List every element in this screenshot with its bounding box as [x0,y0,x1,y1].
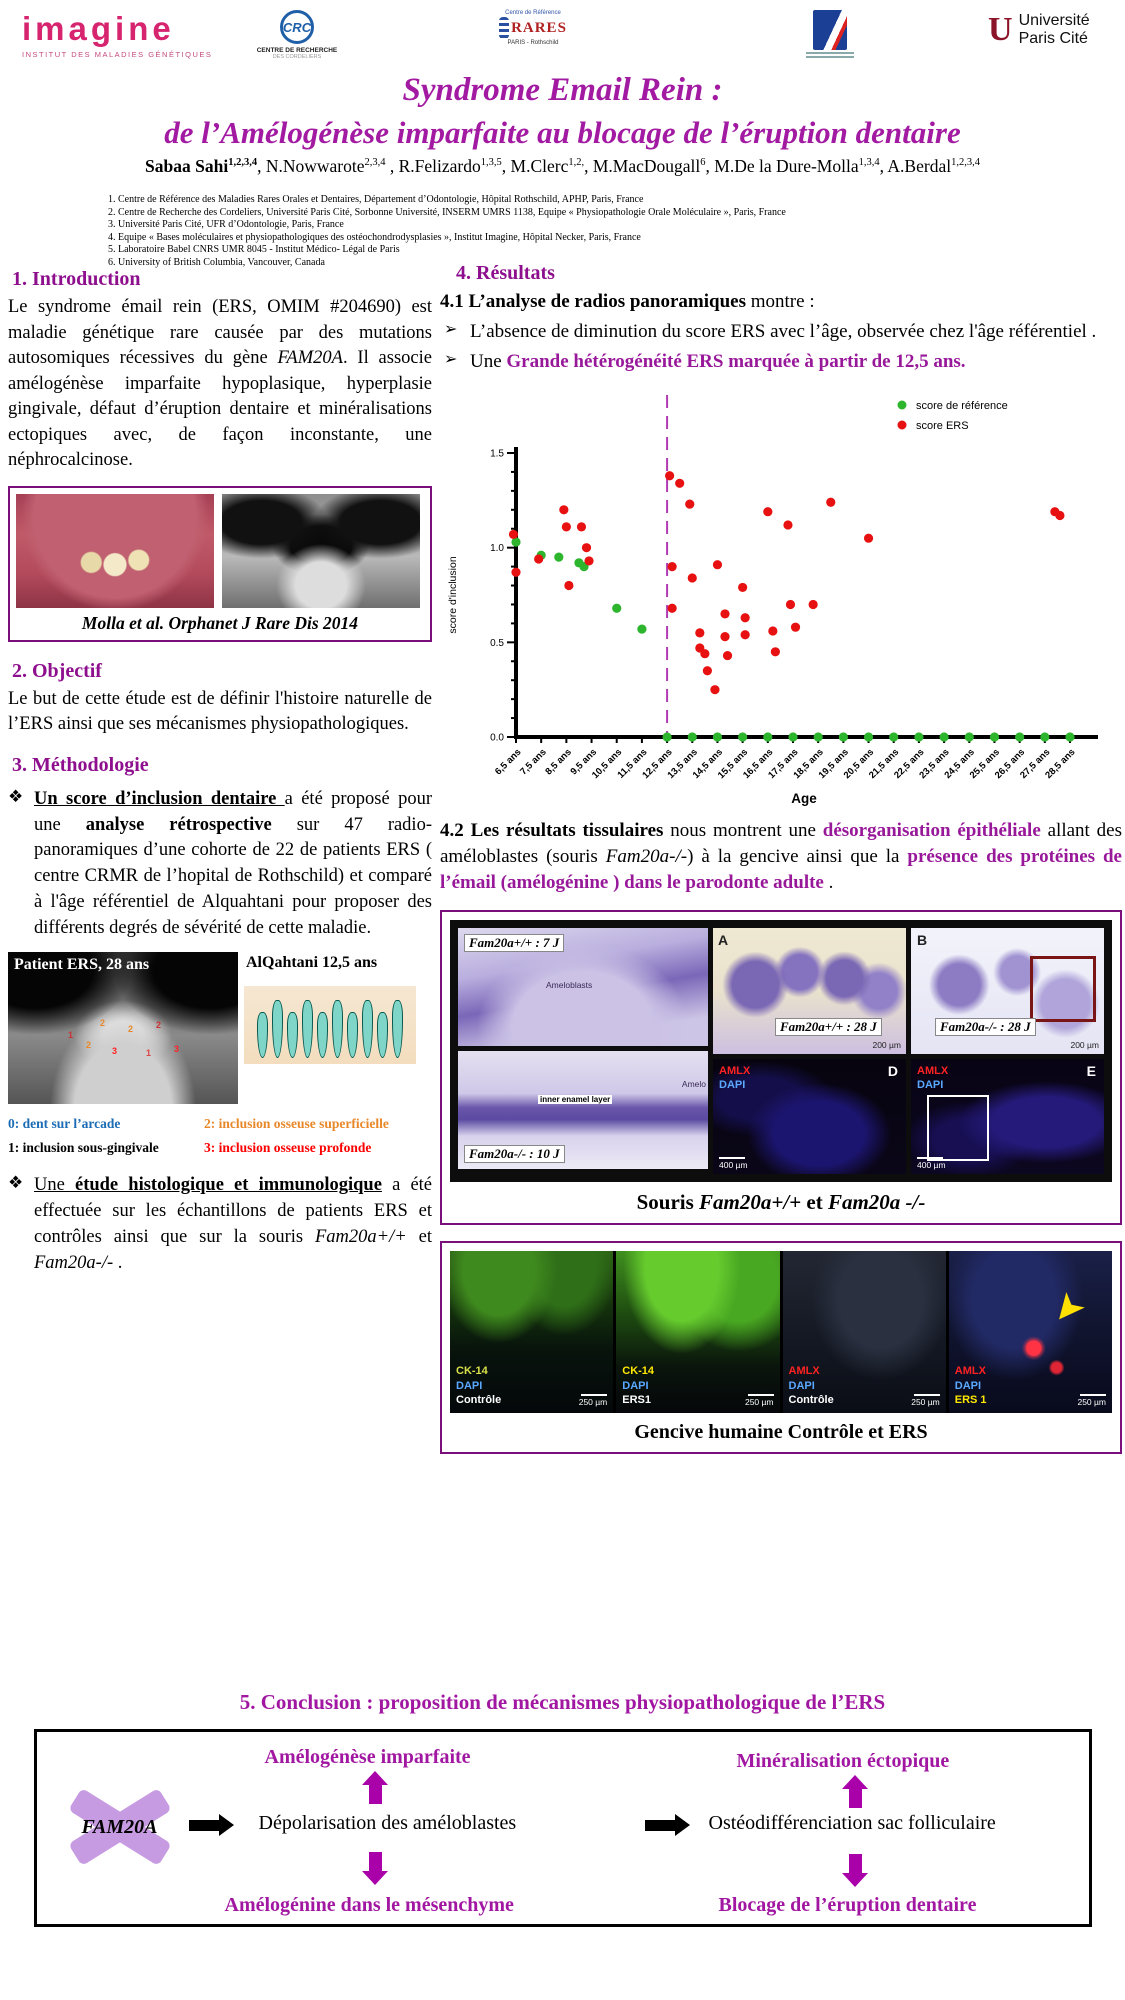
imagine-logo [22,10,212,59]
affiliation-line: 1. Centre de Référence des Maladies Rares Orales et Dentaires, Département d’Odontologie, Hôpital Rothschild, APHP, Paris, France [108,194,644,205]
ameloblasts-annotation: Ameloblasts [546,980,593,991]
mineralisation-ectopique-label: Minéralisation éctopique [736,1750,950,1772]
imagine-logo-name: imagine [22,10,175,47]
fam20a-crossed-gene [65,1784,175,1872]
amelogenine-mesenchyme-label: Amélogénine dans le mésenchyme [224,1894,514,1916]
arrow-bullet-icon: ➢ [444,350,458,368]
score-legend-item: 3: inclusion osseuse profonde [204,1139,372,1155]
left-column [8,268,432,1277]
mouse-histology-panel [440,910,1122,1225]
svg-text:23,5 ans: 23,5 ans [917,746,952,781]
score-legend-item: 2: inclusion osseuse superficielle [204,1115,389,1131]
score-digit: 1 [146,1047,152,1058]
orares-logo-subtitle: PARIS - Rothschild [507,40,559,46]
poster-title-line1: Syndrome Email Rein : [402,72,723,108]
svg-text:score de référence: score de référence [916,399,1008,412]
tooth-shape [272,1000,283,1058]
amelogenese-imparfaite-label: Amélogénèse imparfaite [264,1746,471,1768]
scale-250um: 250 µm [745,1394,774,1407]
svg-text:20,5 ans: 20,5 ans [841,746,877,781]
dapi-label: DAPI [719,1079,746,1092]
immunofluorescence-amlx-wt [713,1059,906,1174]
crc-logo-line2: DES CORDELIERS [272,54,322,60]
imagine-logo-subtitle: INSTITUT DES MALADIES GÉNÉTIQUES [22,50,213,59]
dapi-label: DAPI [954,1379,982,1392]
author: , M.De la Dure-Molla$^{1,3,4}$ [705,156,880,176]
sample-label: Contrôle [788,1393,834,1406]
tooth-shape [287,1012,298,1058]
arrow-bullet-icon: ➢ [444,321,458,339]
ministry-logo [800,10,860,58]
label-fam20a-ko-28j: Fam20a-/- : 28 J [935,1018,1036,1036]
gene-fam20a: FAM20A [277,348,343,369]
authors-line [0,156,1125,177]
panoramic-radiograph-photo [222,494,420,608]
right-column [440,262,1122,1454]
down-arrow-icon [369,1852,382,1872]
section-heading-objectif: 2. Objectif [12,659,102,682]
human-gingiva-panel [440,1241,1122,1454]
histology-fam20a-wt-28j [713,928,906,1054]
panel-letter-b: B [917,932,928,949]
alqahtani-label: AlQahtani 12,5 ans [246,953,378,971]
sample-label: ERS1 [622,1393,651,1406]
label-fam20a-ko-10j: Fam20a-/- : 10 J [464,1145,565,1163]
conclusion-diagram [34,1729,1092,1927]
upc-logo-mark: U [988,10,1013,48]
dapi-label: DAPI [456,1379,483,1392]
dna-helix-icon [499,17,509,39]
orares-logo [478,10,588,46]
methodology-figures [8,952,432,1104]
ministry-logo-emblem [813,10,847,50]
panel-letter-d: D [887,1063,898,1080]
upc-logo-line1: Université [1018,12,1090,29]
score-legend-item: 0: dent sur l’arcade [8,1115,121,1131]
tooth-shape [377,1012,388,1058]
scale-200um: 200 µm [1070,1040,1099,1051]
score-digit: 2 [128,1023,134,1034]
sample-label: Contrôle [456,1393,502,1406]
immunofluorescence-amlx-ko [911,1059,1104,1174]
results-42-paragraph: 4.2 Les résultats tissulaires nous montrent une désorganisation épithéliale allant des améloblastes (souris Fam20a-/-) à la gencive ainsi que la présence des protéines de l’émail (amélogénine ) dans le parodonte adulte . [440,819,1123,893]
score-digit: 3 [174,1043,180,1054]
svg-text:17,5 ans: 17,5 ans [766,746,801,781]
svg-text:Age: Age [791,790,817,806]
svg-text:1.5: 1.5 [490,448,504,459]
histology-fam20a-wt-7j [458,928,708,1046]
methodology-bullet-2: ❖ Une étude histologique et immunologique a été effectuée sur les échantillons de patients ERS et contrôles ainsi que sur la souris Fam20a+/+ et Fam20a-/- . [8,1173,432,1277]
gingiva-montage [450,1251,1112,1413]
svg-text:28,5 ans: 28,5 ans [1043,746,1078,781]
fam20a-gene-label: FAM20A [81,1816,158,1838]
panel-letter-a: A [718,932,729,949]
svg-text:24,5 ans: 24,5 ans [942,746,977,781]
patient-ers-radiograph [8,952,238,1104]
ck14-label: CK-14 [456,1365,488,1378]
blocage-eruption-label: Blocage de l’éruption dentaire [718,1894,977,1916]
svg-text:10,5 ans: 10,5 ans [589,746,625,781]
author: , N.Nowwarote$^{2,3,4}$ [257,156,386,176]
panel-letter-e: E [1086,1063,1096,1080]
header-logos [0,6,1125,66]
svg-text:19,5 ans: 19,5 ans [816,746,851,781]
tooth-shape [362,1000,373,1058]
score-digit: 2 [156,1019,162,1030]
score-digit: 2 [86,1039,92,1050]
histology-fam20a-ko-10j [458,1051,708,1169]
mouse-panel-caption: Souris Fam20a+/+ et Fam20a -/- [636,1190,926,1215]
up-arrow-icon [849,1788,862,1808]
down-arrow-icon [849,1854,862,1874]
depolarisation-label: Dépolarisation des améloblastes [258,1812,517,1834]
svg-text:21,5 ans: 21,5 ans [866,746,902,781]
amlx-label: AMLX [954,1365,986,1378]
upc-logo-line2: Paris Cité [1018,29,1088,47]
objectif-paragraph: Le but de cette étude est de définir l'histoire naturelle de l’ERS ainsi que ses mécanismes physiopathologiques. [8,688,432,735]
svg-text:22,5 ans: 22,5 ans [892,746,927,781]
scale-250um: 250 µm [1077,1394,1106,1407]
tooth-shape [257,1012,268,1058]
crc-logo [252,10,342,60]
conclusion-heading: 5. Conclusion : proposition de mécanismes physiopathologique de l’ERS [239,1690,886,1714]
inner-enamel-layer-annotation: inner enamel layer [540,1095,611,1105]
inset-box-white [927,1095,989,1161]
dapi-label: DAPI [917,1079,944,1092]
crc-logo-line1: CENTRE DE RECHERCHE [256,47,338,54]
svg-text:27,5 ans: 27,5 ans [1018,746,1053,781]
methodology-bullet-1: ❖ Un score d’inclusion dentaire a été proposé pour une analyse rétrospective sur 47 radio-panoramiques d’une cohorte de 22 de patients ERS ( centre CRMR de l’hopital de Rothschild) et comparé à l'âge référentiel de Alquahtani pour proposer des différents degrés de sévérité de cette maladie. [8,787,432,942]
svg-text:14,5 ans: 14,5 ans [690,746,725,781]
affiliation-line: 4. Equipe « Bases moléculaires et physiopathologiques des ostéochondrodysplasies », Institut Imagine, Hôpital Necker, Paris, France [108,231,641,243]
results-bullet-2: ➢ Une Grande hétérogénéité ERS marquée à partir de 12,5 ans. [440,349,1122,375]
label-fam20a-wt-28j: Fam20a+/+ : 28 J [775,1018,882,1036]
svg-text:12,5 ans: 12,5 ans [640,746,675,781]
inclusion-score-legend [8,1112,432,1159]
amelo-annotation: Amelo [681,1079,706,1090]
molla-figure [8,486,432,642]
amlx-label: AMLX [917,1065,949,1078]
svg-text:16,5 ans: 16,5 ans [741,746,776,781]
scale-250um: 250 µm [911,1394,940,1407]
diamond-bullet-icon: ❖ [8,786,24,806]
mouse-histology-montage [450,920,1112,1182]
amlx-label: AMLX [788,1365,820,1378]
scale-400um: 400 µm [917,1157,946,1170]
gingiva-panel-caption: Gencive humaine Contrôle et ERS [634,1421,928,1444]
label-fam20a-wt-7j: Fam20a+/+ : 7 J [464,934,564,952]
scale-200um: 200 µm [872,1040,901,1051]
tooth-shape [302,1000,313,1058]
affiliations-list [108,194,1048,270]
osteodifferenciation-label: Ostéodifférenciation sac folliculaire [708,1812,996,1834]
sample-label: ERS 1 [954,1393,987,1406]
svg-text:0.5: 0.5 [490,637,504,649]
gingiva-amlx-ers1 [949,1251,1112,1413]
universite-paris-cite-logo [988,12,1090,47]
svg-text:7,5 ans: 7,5 ans [518,746,549,777]
introduction-paragraph: Le syndrome émail rein (ERS, OMIM #204690) est maladie génétique rare causée par des mutations autosomiques récessives du gène FAM20A. Il associe amélogénèse imparfaite hypoplasique, hyperplasie gingivale, défaut d’éruption dentaire et minéralisations ectopiques avec, de façon inconstante, une néphrocalcinose. [8,297,432,471]
gene-fam20a-wt: Fam20a+/+ [314,1227,407,1248]
section-heading-resultats: 4. Résultats [456,262,555,284]
results-bullet-1: ➢ L’absence de diminution du score ERS avec l’âge, observée chez l'âge référentiel . [440,319,1122,345]
gingiva-amlx-control [783,1251,946,1413]
author: , A.Berdal$^{1,2,3,4}$ [879,156,980,176]
poster-title-line2: de l’Amélogénèse imparfaite au blocage de l’éruption dentaire [164,115,961,150]
results-41-heading: 4.1 L’analyse de radios panoramiques montre : [440,291,815,312]
amlx-label: AMLX [719,1065,751,1078]
alqahtani-figure [244,952,420,1104]
clinical-mouth-photo [16,494,214,608]
dapi-label: DAPI [788,1379,815,1392]
dapi-label: DAPI [622,1379,649,1392]
author: , M.MacDougall$^6$ [584,156,706,176]
author: , R.Felizardo$^{1,3,5}$ [385,156,502,176]
gingiva-ck14-control [450,1251,613,1413]
crc-logo-ring: CRC [280,10,314,44]
svg-text:15,5 ans: 15,5 ans [715,746,751,781]
scale-250um: 250 µm [579,1394,608,1407]
affiliation-line: 5. Laboratoire Babel CNRS UMR 8045 - Institut Médico- Légal de Paris [108,244,400,256]
score-digit: 3 [112,1045,118,1056]
svg-text:25,5 ans: 25,5 ans [967,746,1002,781]
score-legend-item: 1: inclusion sous-gingivale [8,1139,159,1155]
svg-text:9,5 ans: 9,5 ans [568,746,600,777]
right-arrow-icon [645,1820,675,1831]
tooth-shape [347,1012,358,1058]
gene-fam20a-ko: Fam20a-/- [34,1252,114,1273]
orares-logo-top: Centre de Référence [505,10,561,16]
tooth-shape [332,1000,343,1058]
alqahtani-dental-chart [244,986,416,1064]
tooth-shape [392,1000,403,1058]
svg-text:11,5 ans: 11,5 ans [615,746,650,781]
svg-text:8,5 ans: 8,5 ans [543,746,574,777]
svg-text:26,5 ans: 26,5 ans [992,746,1028,781]
ers-score-scatter-chart [440,381,1122,818]
inset-box-red [1030,956,1096,1022]
right-arrow-icon [189,1820,219,1831]
up-arrow-icon [369,1784,382,1804]
poster-title [0,72,1125,151]
gingiva-ck14-ers1 [616,1251,779,1413]
histology-fam20a-ko-28j [911,928,1104,1054]
conclusion-section [0,1690,1125,1927]
author: Sabaa Sahi$^{1,2,3,4}$ [145,156,258,176]
score-digit: 2 [100,1017,106,1028]
svg-text:0.0: 0.0 [490,732,504,743]
patient-ers-label: Patient ERS, 28 ans [14,955,150,973]
svg-text:1.0: 1.0 [490,542,504,554]
svg-text:18,5 ans: 18,5 ans [791,746,826,781]
scale-400um: 400 µm [719,1157,748,1170]
section-heading-introduction: 1. Introduction [12,268,141,290]
svg-text:score d'inclusion: score d'inclusion [447,555,459,634]
svg-text:score ERS: score ERS [916,419,969,432]
ck14-label: CK-14 [622,1365,655,1378]
affiliation-line: 6. University of British Columbia, Vancouver, Canada [108,256,325,268]
molla-figure-caption: Molla et al. Orphanet J Rare Dis 2014 [81,612,359,633]
svg-text:6,5 ans: 6,5 ans [492,746,524,777]
tooth-shape [317,1012,328,1058]
affiliation-line: 2. Centre de Recherche des Cordeliers, Université Paris Cité, Sorbonne Université, INSERM UMRS 1138, Equipe « Physiopathologie Orale Moléculaire », Paris, France [108,206,786,218]
yellow-arrow-icon: ➤ [1044,1286,1092,1333]
author: , M.Clerc$^{1,2,}$ [501,156,585,176]
svg-text:13,5 ans: 13,5 ans [665,746,700,781]
diamond-bullet-icon: ❖ [8,1173,24,1193]
affiliation-line: 3. Université Paris Cité, UFR d’Odontologie, Paris, France [108,219,344,231]
section-heading-methodologie: 3. Méthodologie [12,753,149,776]
score-digit: 1 [68,1029,74,1040]
orares-logo-name: RARES [511,19,567,36]
